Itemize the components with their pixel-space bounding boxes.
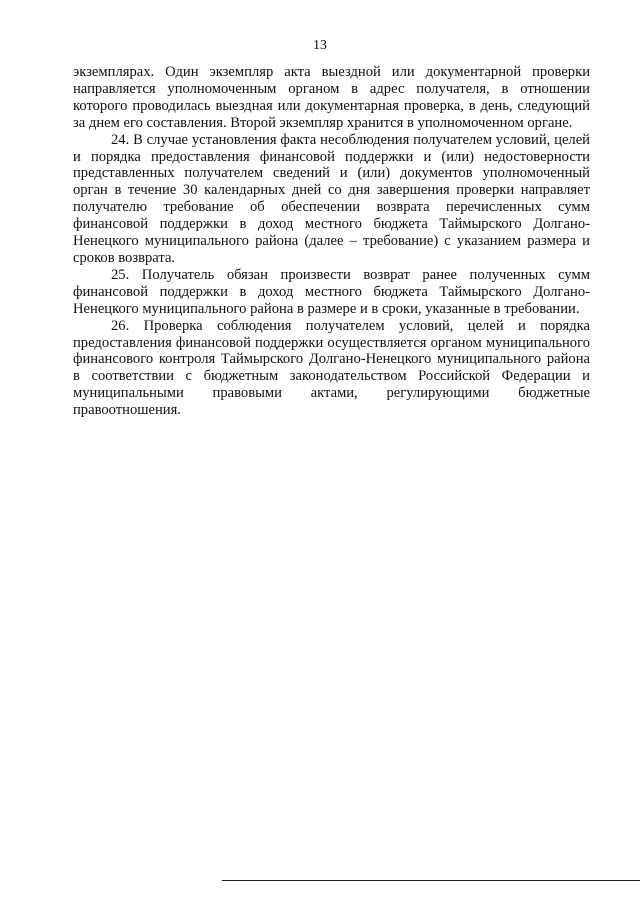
paragraph-26: 26. Проверка соблюдения получателем условий, целей и порядка предоставления финансовой поддержки осуществляется органом муниципального финансового контроля Таймырского Долгано-Ненецкого муниципального района в соответствии с бюджетным законодательством Российской Федерации и муниципальными правовыми актами, регулирующими бюджетные правоотношения. <box>73 317 590 419</box>
paragraph-24: 24. В случае установления факта несоблюдения получателем условий, целей и порядка предоставления финансовой поддержки и (или) недостоверности представленных получателем сведений и (или) документов уполномоченный орган в течение 30 календарных дней со дня завершения проверки направляет получателю требование об обеспечении возврата перечисленных сумм финансовой поддержки в доход местного бюджета Таймырского Долгано-Ненецкого муниципального района (далее – требование) с указанием размера и сроков возврата. <box>73 131 590 266</box>
footer-divider <box>222 880 640 881</box>
page-number: 13 <box>313 38 327 53</box>
document-body <box>73 64 590 419</box>
paragraph-25: 25. Получатель обязан произвести возврат ранее полученных сумм финансовой поддержки в доход местного бюджета Таймырского Долгано-Ненецкого муниципального района в размере и в сроки, указанные в требовании. <box>73 266 590 317</box>
paragraph-continuation: экземплярах. Один экземпляр акта выездной или документарной проверки направляется уполномоченным органом в адрес получателя, в отношении которого проводилась выездная или документарная проверка, в день, следующий за днем его составления. Второй экземпляр хранится в уполномоченном органе. <box>73 64 590 131</box>
